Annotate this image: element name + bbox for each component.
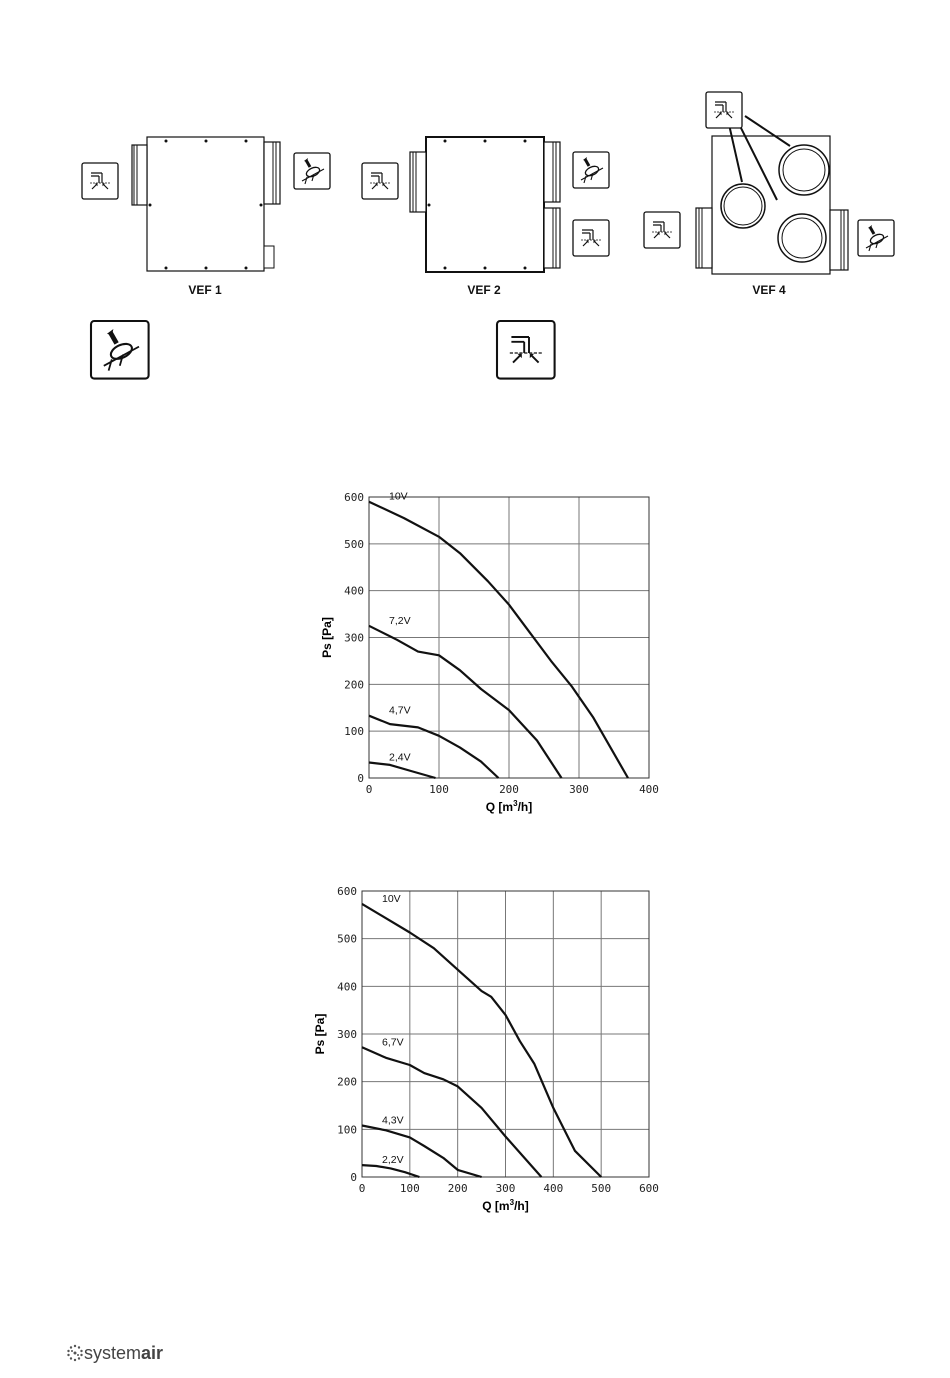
brand-prefix: system (84, 1343, 142, 1363)
y-axis-label: Ps [Pa] (313, 1013, 327, 1055)
series-line-10V (369, 502, 628, 778)
x-tick-label: 400 (543, 1182, 564, 1195)
series-label: 2,4V (389, 751, 411, 764)
y-axis-label: Ps [Pa] (320, 617, 334, 658)
unit-drawings (0, 0, 950, 400)
series-label: 7,2V (389, 614, 411, 627)
brand-logo (66, 1343, 163, 1364)
y-tick-label: 200 (344, 678, 364, 692)
series-label: 10V (389, 490, 408, 503)
x-tick-label: 300 (495, 1182, 516, 1195)
y-tick-label: 500 (344, 537, 364, 551)
series-line-4,7V (369, 716, 499, 778)
fan-exhaust-icon (91, 321, 149, 379)
series-label: 4,7V (389, 704, 411, 717)
series-line-2,2V (362, 1165, 419, 1177)
duct-supply-icon (497, 321, 555, 379)
y-tick-label: 400 (344, 584, 364, 598)
x-tick-label: 200 (499, 783, 519, 796)
series-label: 6,7V (382, 1036, 404, 1049)
x-tick-label: 100 (399, 1182, 420, 1195)
x-axis-label: Q $[m^3/h]$ (482, 1198, 529, 1213)
x-tick-label: 200 (447, 1182, 468, 1195)
chart-1 (300, 485, 680, 830)
x-tick-label: 0 (358, 1182, 366, 1195)
brand-mark-icon (66, 1344, 84, 1362)
y-tick-label: 600 (337, 885, 357, 898)
chart-2-svg (300, 880, 680, 1220)
x-tick-label: 0 (365, 783, 373, 796)
y-tick-label: 0 (357, 772, 364, 785)
vef4-drawing (644, 92, 894, 274)
series-label: 10V (382, 892, 401, 905)
y-tick-label: 200 (337, 1075, 357, 1089)
vef2-drawing (362, 137, 609, 272)
x-tick-label: 100 (429, 783, 449, 796)
brand-suffix: air (141, 1343, 164, 1363)
y-tick-label: 500 (337, 932, 357, 946)
vef2-label: VEF 2 (467, 283, 501, 297)
x-tick-label: 400 (639, 783, 659, 796)
y-tick-label: 400 (337, 980, 357, 994)
y-tick-label: 300 (337, 1028, 357, 1041)
x-axis-label: Q $[m^3/h]$ (485, 799, 533, 814)
x-tick-label: 600 (639, 1182, 659, 1195)
chart-2 (300, 880, 680, 1225)
series-line-2,4V (369, 763, 436, 779)
y-tick-label: 100 (337, 1123, 357, 1137)
y-tick-label: 0 (350, 1171, 357, 1184)
y-tick-label: 300 (344, 631, 364, 645)
series-line-4,3V (362, 1126, 482, 1178)
vef4-label: VEF 4 (752, 283, 786, 297)
y-tick-label: 100 (344, 725, 364, 739)
series-label: 4,3V (382, 1114, 404, 1127)
series-label: 2,2V (382, 1154, 404, 1167)
vef1-label: VEF 1 (188, 283, 222, 297)
x-tick-label: 500 (591, 1182, 612, 1195)
vef1-drawing (82, 137, 330, 271)
x-tick-label: 300 (569, 783, 589, 796)
y-tick-label: 600 (344, 491, 364, 504)
chart-1-svg (300, 485, 680, 825)
